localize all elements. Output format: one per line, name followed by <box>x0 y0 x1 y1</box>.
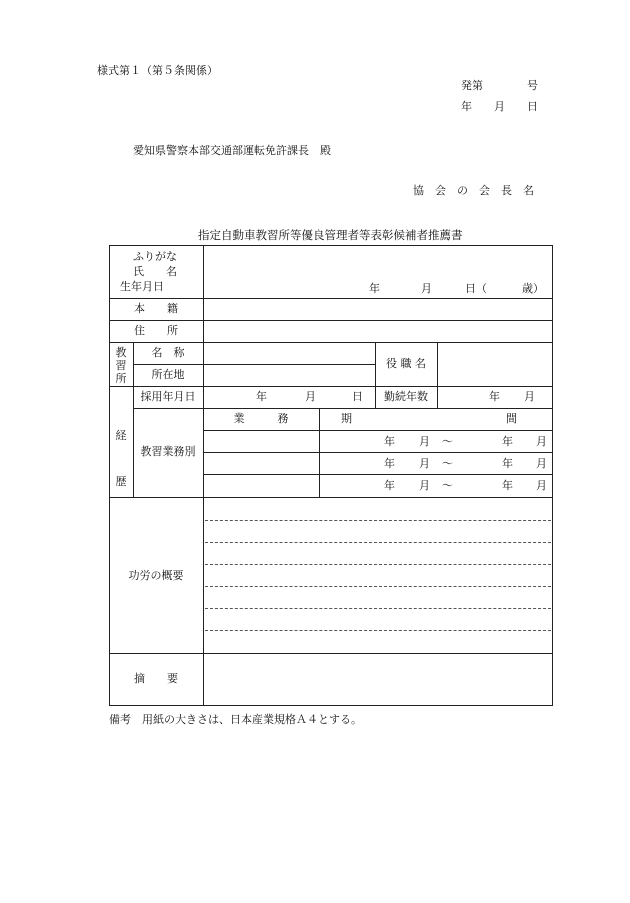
duty-header: 業 務 <box>233 412 289 425</box>
hire-date-label: 採用年月日 <box>140 390 196 403</box>
merit-summary-label: 功労の概要 <box>128 569 184 582</box>
footer-note: 備考 用紙の大きさは、日本産業規格Ａ４とする。 <box>109 713 362 726</box>
remarks-label: 摘 要 <box>134 672 178 685</box>
period-start-year: 年 <box>384 435 395 448</box>
period-separator: ～ <box>442 435 453 448</box>
address-label: 住 所 <box>134 324 178 337</box>
addressee: 愛知県警察本部交通部運転免許課長 殿 <box>133 144 331 157</box>
birth-age-unit: 歳） <box>522 282 544 295</box>
period-header-end: 間 <box>506 412 517 425</box>
years-service-label: 勤続年数 <box>384 390 428 403</box>
period-end-month: 月 <box>536 435 547 448</box>
school-group-label: 教習所 <box>115 346 127 385</box>
period-header-start: 期 <box>341 412 352 425</box>
years-unit-year: 年 <box>489 390 500 403</box>
school-name-label: 名 称 <box>151 346 185 359</box>
furigana-label: ふりがな <box>133 250 177 263</box>
period-start-month: 月 <box>419 479 430 492</box>
issue-date-label: 年 月 日 <box>461 100 538 113</box>
period-separator: ～ <box>442 479 453 492</box>
period-end-year: 年 <box>502 479 513 492</box>
birth-day-unit: 日（ <box>465 282 487 295</box>
period-start-year: 年 <box>384 479 395 492</box>
association-president: 協 会 の 会 長 名 <box>413 184 534 197</box>
position-label: 役 職 名 <box>386 357 426 370</box>
document-title: 指定自動車教習所等優良管理者等表彰候補者推薦書 <box>198 228 463 242</box>
period-separator: ～ <box>442 457 453 470</box>
duty-type-label: 教習業務別 <box>140 445 196 458</box>
form-number: 様式第１（第５条関係） <box>97 64 218 77</box>
hire-day-unit: 日 <box>352 390 363 403</box>
period-end-month: 月 <box>536 457 547 470</box>
name-label: 氏 名 <box>133 265 177 278</box>
period-start-year: 年 <box>384 457 395 470</box>
period-end-month: 月 <box>536 479 547 492</box>
birth-year-unit: 年 <box>369 282 380 295</box>
career-group-label: 経歴 <box>115 429 127 488</box>
period-end-year: 年 <box>502 457 513 470</box>
period-start-month: 月 <box>419 435 430 448</box>
birth-month-unit: 月 <box>421 282 432 295</box>
honseki-label: 本 籍 <box>134 302 178 315</box>
period-end-year: 年 <box>502 435 513 448</box>
hire-year-unit: 年 <box>256 390 267 403</box>
school-location-label: 所在地 <box>151 368 185 381</box>
period-start-month: 月 <box>419 457 430 470</box>
years-unit-month: 月 <box>524 390 535 403</box>
birthdate-label: 生年月日 <box>120 280 164 293</box>
hire-month-unit: 月 <box>305 390 316 403</box>
issue-number-label: 発第 号 <box>461 79 538 92</box>
